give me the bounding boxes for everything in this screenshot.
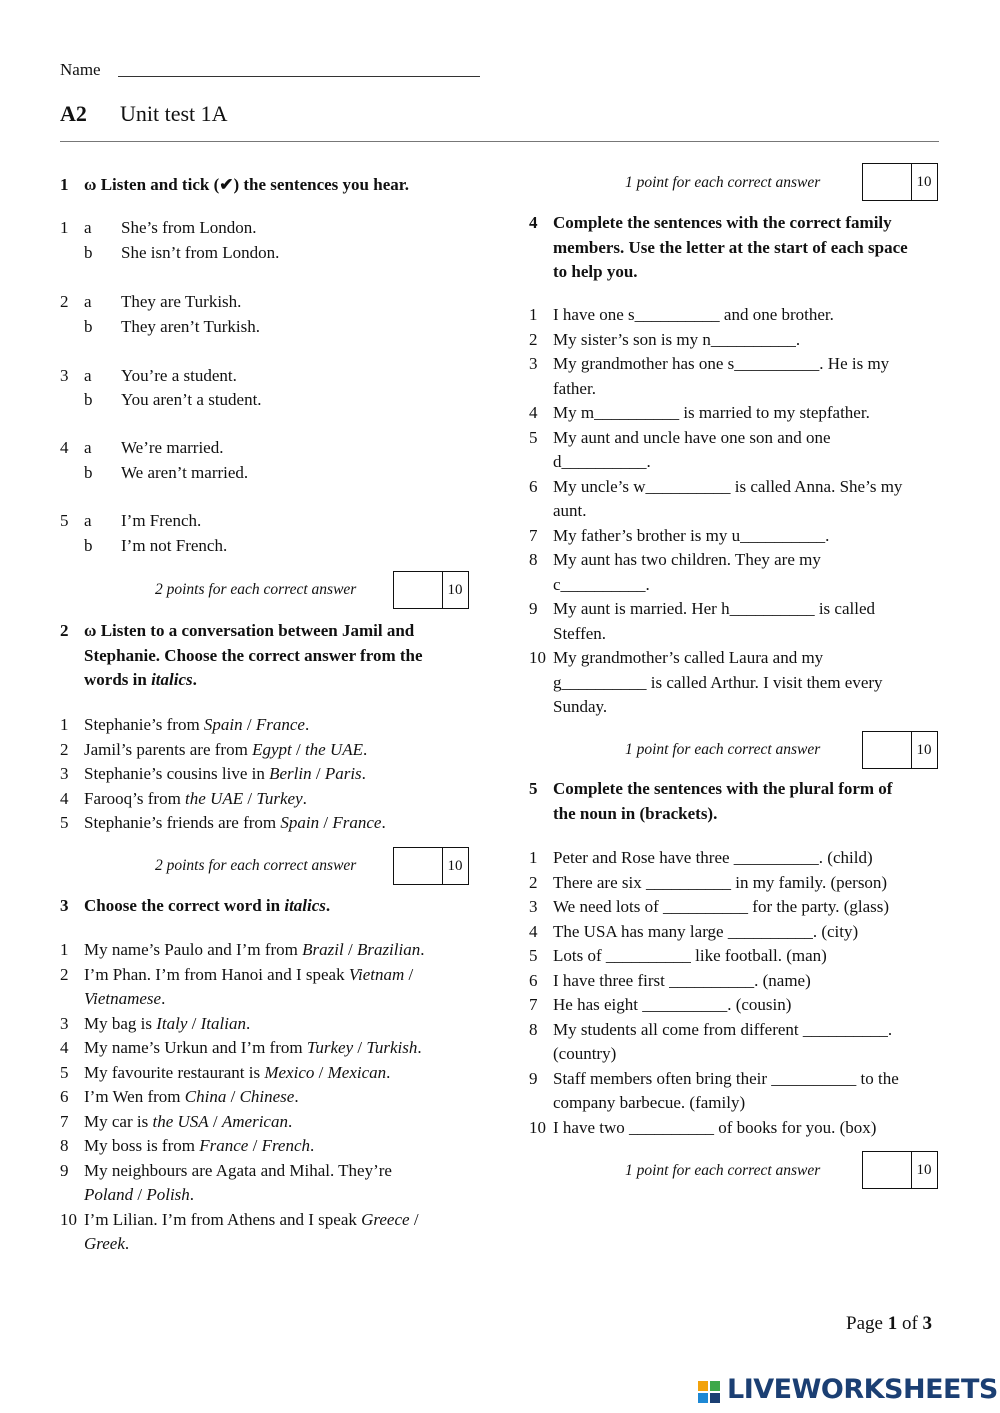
option-a[interactable]: You’re a student. (121, 366, 237, 385)
item-text[interactable]: He has eight __________. (cousin) (553, 995, 792, 1014)
section-number: 2 (60, 621, 69, 640)
item-text[interactable]: Staff members often bring their __________ to the (553, 1068, 899, 1088)
logo-icon (697, 1380, 721, 1404)
item-text[interactable]: My uncle’s w__________ is called Anna. She’s my (553, 476, 903, 496)
choice-option[interactable]: Mexican (327, 1062, 387, 1082)
item-number: 6 (529, 970, 538, 990)
item-number: 10 (529, 648, 546, 667)
item-number: 1 (529, 305, 538, 324)
item-text[interactable]: (country) (553, 1044, 617, 1063)
points-note: 2 points for each correct answer (155, 857, 357, 874)
item-text[interactable]: My father’s brother is my u__________. (553, 525, 830, 545)
item-text[interactable]: There are six __________ in my family. (person) (553, 872, 888, 892)
section-number: 5 (529, 779, 538, 798)
choice-option[interactable]: American (221, 1111, 288, 1131)
score-total: 10 (447, 858, 463, 874)
option-b[interactable]: I’m not French. (121, 536, 228, 555)
item-number: 3 (529, 354, 538, 373)
item-number: 2 (529, 329, 538, 349)
choice-option[interactable]: Brazilian (356, 940, 421, 959)
choice-option[interactable]: Turkish (366, 1038, 418, 1057)
score-total: 10 (916, 1162, 932, 1178)
item-text[interactable]: company barbecue. (family) (553, 1093, 746, 1112)
choice-option[interactable]: Berlin (269, 764, 312, 783)
choice-option[interactable]: France (332, 813, 382, 832)
choice-option[interactable]: Paris (324, 764, 362, 783)
instruction: Listen and tick (✔) the sentences you hear. (100, 175, 409, 194)
choice-option[interactable]: Poland (84, 1185, 134, 1204)
item-number: 3 (529, 897, 538, 916)
item-text[interactable]: My grandmother’s called Laura and my (553, 648, 824, 667)
section-number: 4 (529, 213, 538, 232)
option-a[interactable]: I’m French. (121, 511, 202, 530)
option-a[interactable]: They are Turkish. (121, 292, 242, 311)
item-text[interactable]: My sister’s son is my n__________. (553, 329, 801, 349)
section-4-heading: 4 Complete the sentences with the correct family members. Use the letter at the start of each space to help you. (529, 213, 908, 281)
choice-option[interactable]: France (255, 715, 305, 734)
option-a[interactable]: She’s from London. (121, 218, 257, 237)
choice-option[interactable]: French (261, 1136, 311, 1155)
option-a[interactable]: We’re married. (121, 438, 224, 457)
item-number: 9 (529, 599, 538, 618)
item-number: 10 (529, 1117, 546, 1137)
item-text[interactable]: Peter and Rose have three __________. (child) (553, 848, 873, 867)
audio-icon[interactable]: ω (84, 621, 97, 640)
section-3-heading: 3 Choose the correct word in italics. (60, 894, 480, 919)
score-total: 10 (447, 582, 463, 598)
item-text[interactable]: c__________. (553, 574, 650, 594)
score-total: 10 (916, 742, 932, 758)
item-number: 1 (529, 848, 538, 867)
item-number: 4 (529, 921, 538, 941)
item-number: 8 (529, 1019, 538, 1039)
score-box (862, 731, 938, 769)
item-number: 8 (529, 550, 538, 569)
points-note: 1 point for each correct answer (625, 174, 821, 191)
item-number: 5 (529, 946, 538, 965)
choice-option[interactable]: Greece (361, 1209, 410, 1229)
item-text[interactable]: Lots of __________ like football. (man) (553, 946, 827, 965)
choice-option[interactable]: the UAE (185, 788, 244, 808)
item-text[interactable]: My aunt has two children. They are my (553, 550, 821, 569)
section-number: 1 (60, 175, 69, 194)
choice-option[interactable]: Greek (84, 1234, 125, 1253)
score-total: 10 (916, 174, 932, 190)
item-text[interactable]: Sunday. (553, 697, 608, 716)
page-number: Page 1 of 3 (846, 1313, 933, 1334)
name-label: Name (60, 60, 101, 79)
level-label: A2 (60, 101, 87, 126)
item-text[interactable]: father. (553, 378, 596, 398)
choice-option[interactable]: France (199, 1136, 249, 1155)
item-text[interactable]: My aunt and uncle have one son and one (553, 427, 831, 447)
item-text[interactable]: I have three first __________. (name) (553, 970, 811, 990)
choice-option[interactable]: Egypt (252, 739, 292, 759)
header-divider (60, 141, 939, 142)
section-2-heading: 2 ω Listen to a conversation between Jamil and Stephanie. Choose the correct answer from the words in italics. (60, 621, 423, 689)
score-box (393, 571, 469, 609)
item-number: 4 (529, 403, 538, 422)
audio-icon[interactable]: ω (84, 175, 97, 194)
choice-option[interactable]: Brazil (302, 940, 344, 959)
score-box (862, 163, 938, 201)
choice-option[interactable]: Vietnamese (84, 989, 162, 1008)
item-text[interactable]: We need lots of __________ for the party. (glass) (553, 897, 890, 916)
choice-option[interactable]: Spain (203, 715, 243, 734)
choice-option[interactable]: Polish (146, 1185, 190, 1204)
score-input[interactable] (863, 1152, 912, 1188)
choice-option[interactable]: Italian (200, 1013, 246, 1033)
section-number: 3 (60, 896, 69, 915)
item-number: 6 (529, 476, 538, 496)
item-text[interactable]: Steffen. (553, 623, 607, 643)
choice-option[interactable]: Turkey (256, 788, 303, 808)
choice-option[interactable]: Vietnam (348, 964, 405, 984)
score-input[interactable] (863, 732, 912, 768)
item-number: 5 (529, 427, 538, 447)
instruction: Listen to a conversation between Jamil and (100, 621, 415, 640)
item-text[interactable]: g__________ is called Arthur. I visit them every (553, 672, 883, 692)
item-text[interactable]: d__________. (553, 452, 651, 471)
section-1-heading (60, 173, 480, 198)
item-text[interactable]: aunt. (553, 501, 587, 520)
choice-option[interactable]: Chinese (239, 1087, 295, 1106)
option-b[interactable]: They aren’t Turkish. (121, 317, 260, 336)
instruction: Stephanie. Choose the correct answer from the (84, 646, 423, 665)
item-number: 7 (529, 995, 538, 1014)
choice-option[interactable]: Spain (280, 813, 320, 832)
choice-option[interactable]: the UAE (304, 739, 364, 759)
item-text[interactable]: I have one s__________ and one brother. (553, 305, 834, 324)
page-title: Unit test 1A (120, 101, 228, 126)
item-number: 2 (529, 872, 538, 892)
option-b[interactable]: You aren’t a student. (121, 390, 262, 409)
score-box (393, 847, 469, 885)
item-text[interactable]: My aunt is married. Her h__________ is called (553, 599, 875, 618)
section-5-heading: 5 Complete the sentences with the plural form of the noun in (brackets). (529, 779, 893, 823)
logo-text: LIVEWORKSHEETS (727, 1374, 998, 1405)
points-note: 2 points for each correct answer (155, 581, 357, 598)
points-note: 1 point for each correct answer (625, 741, 821, 758)
choice-option[interactable]: the USA (152, 1111, 209, 1131)
option-b[interactable]: She isn’t from London. (121, 243, 280, 262)
choice-option[interactable]: Mexico (264, 1062, 315, 1082)
choice-option[interactable]: Turkey (306, 1038, 354, 1057)
item-text[interactable]: The USA has many large __________. (city) (553, 921, 859, 941)
item-text[interactable]: I have two __________ of books for you. (box) (553, 1117, 877, 1137)
name-input-line[interactable] (118, 76, 480, 77)
item-text[interactable]: My students all come from different __________. (553, 1019, 893, 1039)
item-number: 7 (529, 525, 538, 545)
option-b[interactable]: We aren’t married. (121, 463, 249, 482)
points-note: 1 point for each correct answer (625, 1162, 821, 1179)
score-input[interactable] (863, 164, 912, 200)
item-text[interactable]: My grandmother has one s__________. He is my (553, 354, 890, 373)
item-text[interactable]: My m__________ is married to my stepfather. (553, 403, 870, 422)
score-input[interactable] (394, 848, 443, 884)
score-input[interactable] (394, 572, 443, 608)
choice-option[interactable]: Italy (156, 1013, 188, 1033)
score-box (862, 1151, 938, 1189)
choice-option[interactable]: China (184, 1087, 227, 1106)
item-number: 9 (529, 1068, 538, 1088)
